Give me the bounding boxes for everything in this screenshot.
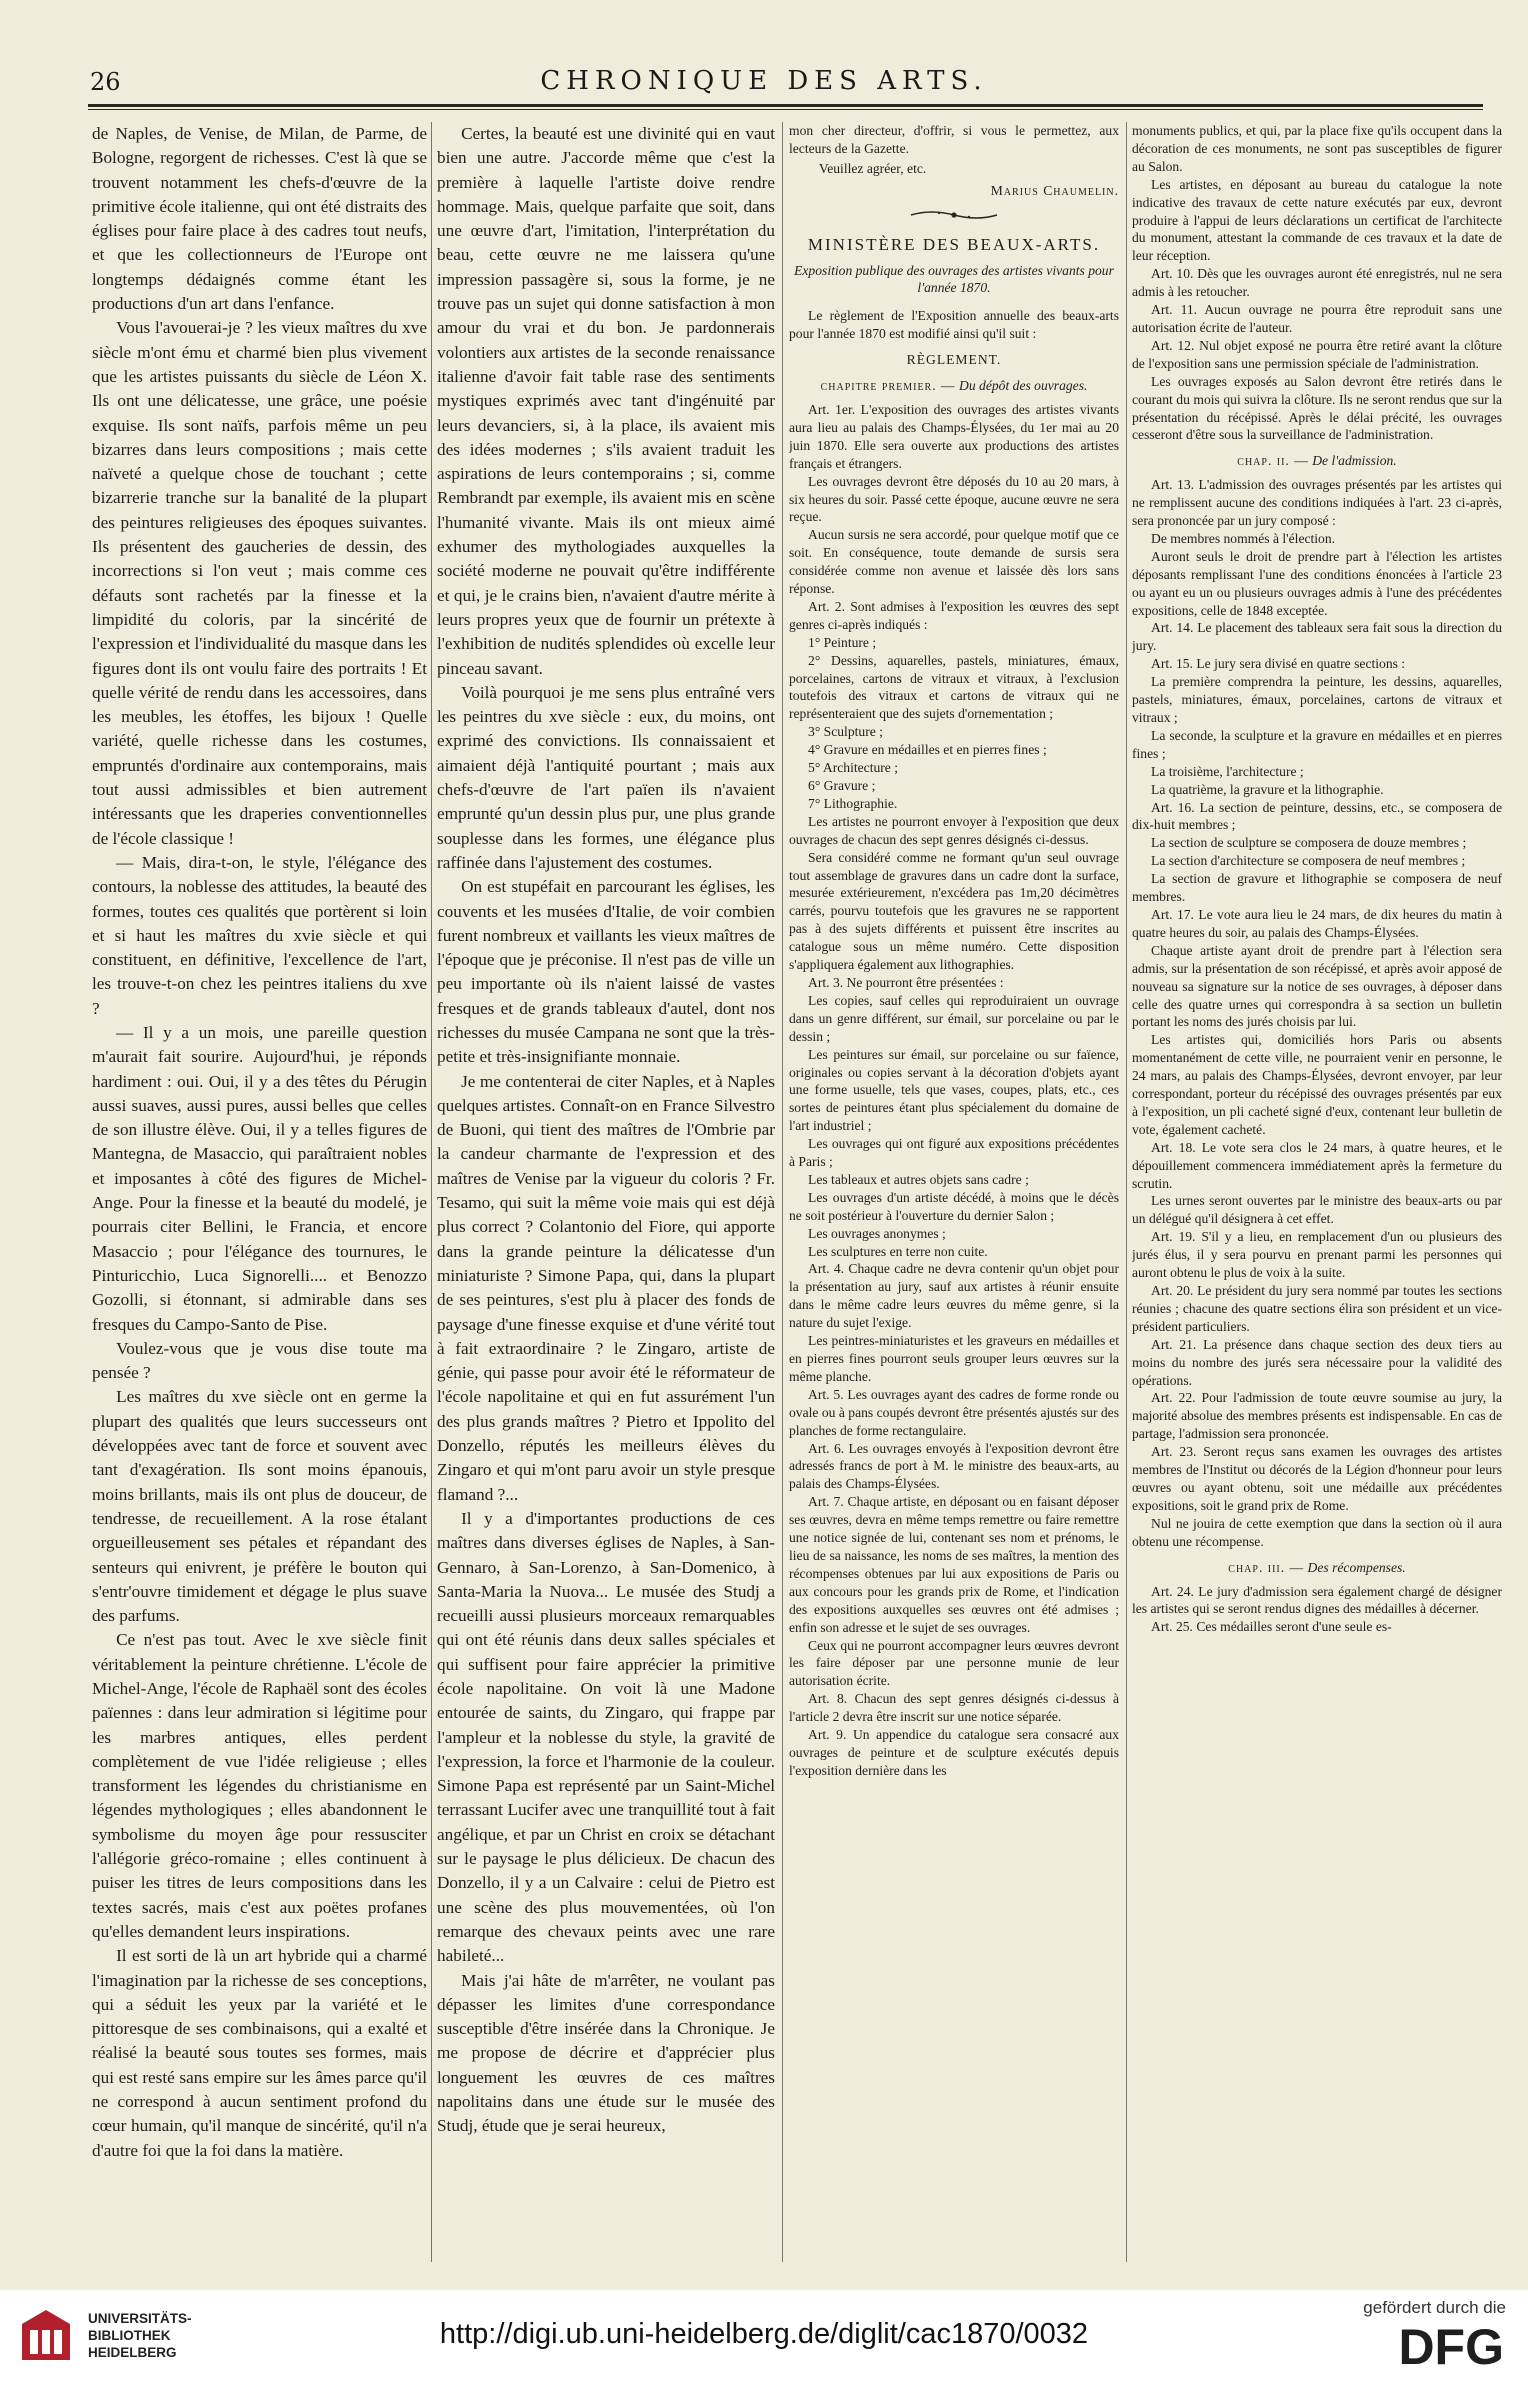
article-paragraph: Art. 11. Aucun ouvrage ne pourra être reproduit sans une autorisation écrite de l'auteur. [1132,302,1502,335]
letter-signoff: Veuillez agréer, etc. [818,160,927,176]
article-paragraph: Art. 12. Nul objet exposé ne pourra être retiré avant la clôture de l'exposition sans une permission spéciale de l'administration. [1132,337,1502,371]
article-paragraph: 7° Lithographie. [808,795,898,811]
article-paragraph: Art. 2. Sont admises à l'exposition les œuvres des sept genres ci-après indiqués : [789,598,1119,632]
paragraph: Les maîtres du xve siècle ont en germe la plupart des qualités que leurs successeurs ont développées avec tant de force et souvent avec tant d'exagération. Ils sont moins épanouis, moins brillants, mais ils ont plus de douceur, de tendresse, de recueillement. A la rose étalant orgueilleusement ses pétales et répandant des senteurs qui enivrent, je préfère le bouton qui s'entr'ouvre timidement et dégage le plus suave des parfums. [92,1387,427,1626]
article-paragraph: Les ouvrages qui ont figuré aux expositions précédentes à Paris ; [789,1136,1119,1170]
article-paragraph: Art. 14. Le placement des tableaux sera fait sous la direction du jury. [1132,620,1502,654]
article-paragraph: De membres nommés à l'élection. [1151,530,1336,546]
chapter-heading [1132,1559,1502,1577]
article-paragraph: Art. 16. La section de peinture, dessins, etc., se composera de dix-huit membres ; [1132,799,1502,833]
digitization-footer [0,2290,1528,2382]
paragraph: mon cher directeur, d'offrir, si vous le permettez, aux lecteurs de la Gazette. [789,123,1119,156]
chapter-heading [1132,452,1502,470]
article-paragraph: La section d'architecture se composera de neuf membres ; [1151,853,1466,869]
article-paragraph: 3° Sculpture ; [808,724,883,740]
article-paragraph: Art. 5. Les ouvrages ayant des cadres de forme ronde ou ovale ou à pans coupés devront être présentés ajustés sur des planches de forme rectangulaire. [789,1386,1119,1438]
article-paragraph: Art. 20. Le président du jury sera nommé par toutes les sections réunies ; chacune des quatre sections élira son président et un vice-président particuliers. [1132,1283,1502,1334]
article-paragraph: Aucun sursis ne sera accordé, pour quelque motif que ce soit. En conséquence, toute demande de sursis sera considérée comme non avenue et laissée dès lors sans réponse. [789,527,1119,597]
chapter-title: Des récompenses. [1307,1559,1406,1575]
paragraph: Voulez-vous que je vous dise toute ma pensée ? [92,1338,427,1383]
paragraph: Voilà pourquoi je me sens plus entraîné vers les peintres du xve siècle : eux, du moins, ont exprimé des convictions. Ils connaissaient et aimaient déjà l'antiquité pourtant ; mais aux chefs-d'œuvre de l'art païen ils n'avaient emprunté qu'un dessin plus pur, une plus grande souplesse dans les formes, une élégance plus raffinée dans l'ajustement des costumes. [437,682,775,872]
section-subtitle: Exposition publique des ouvrages des artistes vivants pour l'année 1870. [794,262,1114,296]
article-paragraph: Les ouvrages exposés au Salon devront être retirés dans le courant du mois qui suivra la clôture. Ils ne seront rendus que sur la présentation du récépissé. Après le délai précité, les ouvrages cesseront d'être sous la surveillance de l'administration. [1132,373,1502,443]
article-paragraph: Art. 10. Dès que les ouvrages auront été enregistrés, nul ne sera admis à les retoucher. [1132,266,1502,300]
article-paragraph: Les peintres-miniaturistes et les graveurs en médailles et en pierres fines pourront seuls grouper leurs œuvres sur la même planche. [789,1333,1119,1384]
article-paragraph: Art. 18. Le vote sera clos le 24 mars, à quatre heures, et le dépouillement commencera immédiatement après la fermeture du scrutin. [1132,1139,1502,1191]
article-paragraph: Les artistes ne pourront envoyer à l'exposition que deux ouvrages de chacun des sept genres désignés ci-dessus. [789,813,1119,847]
ornament-divider-icon [909,208,999,222]
paragraph: Certes, la beauté est une divinité qui en vaut bien une autre. J'accorde même que c'est la première à laquelle l'artiste doive rendre hommage. Mais, quelque parfaite que soit, dans une œuvre d'art, l'imitation, l'interprétation du beau, cette œuvre ne me laissera qu'une impression passagère si, sous la forme, je ne trouve pas un sujet qui donne satisfaction à mon amour du vrai et du bon. Je pardonnerais volontiers aux artistes de la seconde renaissance italienne d'avoir fait table rase des sentiments mystiques exprimés avec tant d'ingénuité par leurs devanciers, si, à la place, ils avaient mis des idées modernes ; s'ils avaient traduit les aspirations de leurs contemporains ; si, comme Rembrandt par exemple, ils avaient mis en scène l'humanité vivante. Mais ils ont mieux aimé exhumer des mythologiades auxquelles la société moderne ne pouvait qu'être indifférente et qui, je le crains bien, n'avaient d'autre mérite à leurs propres yeux que de fournir un prétexte à l'exhibition de nudités splendides où excelle leur pinceau savant. [437,124,775,678]
article-paragraph: Nul ne jouira de cette exemption que dans la section où il aura obtenu une récompense. [1132,1515,1502,1549]
paragraph: Mais j'ai hâte de m'arrêter, ne voulant pas dépasser les limites d'une correspondance susceptible d'être insérée dans la Chronique. Je me propose de décrire et d'apprécier plus longuement les œuvres de ces maîtres napolitains dans une étude sur le musée des Studj, étude que je serai heureux, [437,1970,775,2136]
article-paragraph: Art. 8. Chacun des sept genres désignés ci-dessus à l'article 2 devra être inscrit sur une notice séparée. [789,1691,1119,1725]
article-list [789,401,1119,1780]
article-paragraph: Les artistes, en déposant au bureau du catalogue la note indicative des travaux de cette nature exécutés par eux, devront produire à l'appui de leurs déclarations un certificat de l'architecte du monument, attestant la commande de ces travaux et la date de leur réception. [1132,176,1502,264]
article-list [1132,1583,1502,1637]
article-paragraph: Sera considéré comme ne formant qu'un seul ouvrage tout assemblage de gravures dans un cadre dont la surface, mesurée extérieurement, n'excédera pas 1m,20 décimètres carrés, pourvu toutefois que les gravures ne se rapportent pas à des sujets différents et puissent être inscrites au catalogue sous un même numéro. Cette disposition s'appliquera également aux lithographies. [789,849,1119,973]
article-paragraph: Art. 1er. L'exposition des ouvrages des artistes vivants aura lieu au palais des Champs-Élysées, du 1er mai au 20 juin 1870. Elle sera ouverte aux productions des artistes français et étrangers. [789,401,1119,471]
chapter-title: Du dépôt des ouvrages. [959,378,1088,394]
article-paragraph: La section de sculpture se composera de douze membres ; [1151,835,1467,851]
article-paragraph: Art. 21. La présence dans chaque section des deux tiers au moins du nombre des jurés sera nécessaire pour la validité des opérations. [1132,1336,1502,1388]
column-1 [92,122,427,2262]
column-separator [431,122,432,2262]
article-paragraph: 4° Gravure en médailles et en pierres fines ; [808,742,1047,758]
funding-notice [1356,2298,1506,2370]
article-paragraph: La troisième, l'architecture ; [1151,763,1304,779]
article-paragraph: Art. 19. S'il y a lieu, en remplacement d'un ou plusieurs des jurés élus, il y sera pourvu en prenant parmi les personnes qui auront obtenu le plus de voix à la suite. [1132,1229,1502,1281]
article-paragraph: Art. 15. Le jury sera divisé en quatre sections : [1151,656,1406,672]
article-paragraph: Les peintures sur émail, sur porcelaine ou sur faïence, originales ou copies servant à la décoration d'objets ayant une forme usuelle, tels que vases, coupes, plats, etc., ces sortes de peintures étant plus spécialement du domaine de l'art industriel ; [789,1046,1119,1134]
article-paragraph: Art. 17. Le vote aura lieu le 24 mars, de dix heures du matin à quatre heures du soir, au palais des Champs-Élysées. [1132,906,1502,940]
library-name-line: BIBLIOTHEK [88,2328,171,2343]
article-paragraph: Les artistes qui, domiciliés hors Paris ou absents momentanément de cette ville, ne pourraient venir en personne, le 24 mars, au palais des Champs-Élysées, devront envoyer, par leur correspondant, porteur du récépissé des ouvrages présentés par eux à l'exposition, un pli cacheté signé d'eux, contenant leur bulletin de vote, également cacheté. [1132,1032,1502,1137]
chapter-heading [789,377,1119,395]
letter-signature: Marius Chaumelin. [990,182,1119,198]
chapter-label: chap. iii. — [1228,1559,1305,1575]
paragraph: Je me contenterai de citer Naples, et à Naples quelques artistes. Connaît-on en France Silvestro de Buoni, qui tient des maîtres de l'Ombrie par la candeur charmante de l'expression et des maîtres de Venise par la vigueur du coloris ? Fr. Tesamo, qui suit la même voie mais qui est déjà plus correct ? Colantonio del Fiore, qui apporte dans la grande peinture la délicatesse d'un miniaturiste ? Simone Papa, qui, dans la plupart de ses peintures, s'est plu à placer des fonds de paysage d'une finesse exquise et d'une vérité tout à fait extraordinaire ? le Zingaro, artiste de génie, qui passe pour avoir été le réformateur de l'école napolitaine et qui en fut assurément l'un des plus grands maîtres ? Pietro et Ippolito del Donzello, réputés les meilleurs élèves du Zingaro et qui m'ont paru avoir un style presque flamand ?... [437,1071,775,1504]
article-paragraph: 1° Peinture ; [808,634,877,650]
article-list [1132,122,1502,444]
header-rule-thin [88,109,1483,110]
article-paragraph: La quatrième, la gravure et la lithographie. [1151,781,1384,797]
article-paragraph: monuments publics, et qui, par la place fixe qu'ils occupent dans la décoration de ces monuments, ne sont pas susceptibles de figurer au Salon. [1132,123,1502,174]
article-paragraph: Art. 6. Les ouvrages envoyés à l'exposition devront être adressés francs de port à M. le ministre des beaux-arts, au palais des Champs-Élysées. [789,1440,1119,1492]
article-paragraph: 6° Gravure ; [808,778,876,793]
article-paragraph: Art. 24. Le jury d'admission sera également chargé de désigner les artistes qui se seront rendus dignes des médailles à décerner. [1132,1583,1502,1617]
library-name-line: HEIDELBERG [88,2345,177,2360]
chapter-label: chap. ii. — [1237,453,1309,469]
article-paragraph: Les ouvrages anonymes ; [808,1225,946,1241]
article-paragraph: Art. 7. Chaque artiste, en déposant ou en faisant déposer ses œuvres, devra en même temps remettre ou faire remettre une notice signée de lui, contenant ses nom et prénoms, le lieu de sa naissance, les noms de ses maîtres, la mention des récompenses obtenues par lui aux expositions de Paris ou aux concours pour les grands prix de Rome, et l'indication des expositions auxquelles ses œuvres ont été admises ; enfin son adresse et le sujet de ses ouvrages. [789,1494,1119,1635]
article-paragraph: 2° Dessins, aquarelles, pastels, miniatures, émaux, porcelaines, cartons de vitraux et vitraux, à l'exclusion toutefois des vitraux et cartons de vitraux qui ne représenteraient que des sujets d'ornementation ; [789,652,1119,722]
paragraph: On est stupéfait en parcourant les églises, les couvents et les musées d'Italie, de voir combien furent nombreux et vaillants les vieux maîtres de l'époque que je préconise. Il n'est pas de ville un peu importante où ils n'aient laissé de vastes fresques et de grands tableaux d'autel, dont nos richesses du musée Campana ne sont que la très-petite et très-insignifiante monnaie. [437,877,775,1067]
article-paragraph: Art. 23. Seront reçus sans examen les ouvrages des artistes membres de l'Institut ou décorés de la Légion d'honneur pour leurs œuvres ou ayant obtenu, soit une médaille aux précédentes expositions, soit le grand prix de Rome. [1132,1444,1502,1513]
chapter-label: chapitre premier. — [820,378,956,394]
column-2 [437,122,775,2262]
dfg-logo-text: DFG [1398,2322,1504,2370]
article-paragraph: Les copies, sauf celles qui reproduiraient un ouvrage dans un genre différent, sur émail, sur porcelaine ou par le dessin ; [789,992,1119,1044]
source-url-link[interactable]: http://digi.ub.uni-heidelberg.de/diglit/cac1870/0032 [439,2318,1089,2350]
article-paragraph: La première comprendra la peinture, les dessins, aquarelles, pastels, miniatures, émaux, porcelaines, cartons de vitraux et vitraux ; [1132,674,1502,725]
article-paragraph: Art. 4. Chaque cadre ne devra contenir qu'un objet pour la présentation au jury, sauf aux artistes à réunir ensuite dans le même cadre leurs œuvres du même genre, si la nature du sujet l'exige. [789,1261,1119,1331]
paragraph: Il y a d'importantes productions de ces maîtres dans diverses églises de Naples, à San-Gennaro, à San-Lorenzo, à San-Domenico, à Santa-Maria la Nuova... Le musée des Studj a recueilli aussi plusieurs morceaux remarquables qui ont été réunis dans deux salles spéciales et qui suffisent pour faire apprécier la primitive école napolitaine. On voit là une Madone entourée de saints, du Zingaro, qui frappe par l'ampleur et la noblesse du style, la gravité de l'expression, la force et l'harmonie de la couleur. Simone Papa est représenté par un Saint-Michel terrassant Lucifer avec une tranquillité tout à fait angélique, et par un Christ en croix se détachant sur le paysage le plus délicieux. De chacun des Donzello, il y a un Calvaire : celui de Pietro est une scène des plus mouvementées, où l'on remarque des chevaux peints avec une rare habileté... [437,1508,775,1966]
article-paragraph: La seconde, la sculpture et la gravure en médailles et en pierres fines ; [1132,727,1502,761]
library-name-line: UNIVERSITÄTS- [88,2311,192,2326]
column-separator [782,122,783,2262]
article-paragraph: La section de gravure et lithographie se composera de neuf membres. [1132,871,1502,905]
article-paragraph: Art. 25. Ces médailles seront d'une seule es- [1151,1619,1392,1635]
running-title: CHRONIQUE DES ARTS. [540,66,988,96]
article-paragraph: Les tableaux et autres objets sans cadre ; [808,1171,1029,1187]
article-list [1132,476,1502,1550]
article-paragraph: Les urnes seront ouvertes par le ministre des beaux-arts ou par un délégué qu'il désignera à cet effet. [1132,1193,1502,1227]
column-3 [789,122,1119,2262]
article-paragraph: 5° Architecture ; [808,760,899,776]
dfg-logo-icon [1356,2322,1506,2370]
paragraph: — Mais, dira-t-on, le style, l'élégance des contours, la noblesse des attitudes, la beauté des formes, toutes ces qualités que portèrent si loin et si haut les maîtres du xvie siècle et qui constituent, en définitive, l'excellence de l'art, les trouve-t-on chez les peintres italiens du xve ? [92,852,427,1018]
column-4 [1132,122,1502,2262]
article-paragraph: Chaque artiste ayant droit de prendre part à l'élection sera admis, sur la présentation de son récépissé, et après avoir apposé de nouveau sa signature sur la notice de ses ouvrages, à déposer dans celle des quatre urnes qui correspondra à sa section un bulletin portant les noms des jurés choisis par lui. [1132,942,1502,1030]
funding-label: gefördert durch die [1363,2298,1506,2317]
article-paragraph: Les ouvrages d'un artiste décédé, à moins que le décès ne soit postérieur à l'ouverture du dernier Salon ; [789,1189,1119,1223]
paragraph: Vous l'avouerai-je ? les vieux maîtres du xve siècle m'ont ému et charmé bien plus vivement que les artistes puissants du siècle de Léon X. Ils ont une délicatesse, une grâce, une poésie exquise. Ils sont naïfs, parfois même un peu bizarres dans leurs compositions ; mais cette naïveté a quelque chose de touchant ; cette bizarrerie tranche sur la banalité de la plupart des peintures religieuses des époques suivantes. Ils présentent des gaucheries de dessin, des incorrections si l'on veut ; mais comme ces défauts sont rachetés par la finesse et la limpidité du coloris, par la sincérité de l'expression et l'individualité du masque dans les figures dont ils ont voulu faire des portraits ! Et quelle vérité de rendu dans les accessoires, dans les meubles, les étoffes, les bijoux ! Quelle variété, quelle richesse dans les costumes, empruntés d'ordinaire aux contemporains, mais tout aussi admissibles et bien autrement intéressants que les draperies conventionnelles de l'école classique ! [92,318,427,848]
article-paragraph: Art. 22. Pour l'admission de toute œuvre soumise au jury, la majorité absolue des membres présents est indispensable. En cas de partage, l'admission sera prononcée. [1132,1390,1502,1442]
article-paragraph: Ceux qui ne pourront accompagner leurs œuvres devront les faire déposer par une personne munie de leur autorisation écrite. [789,1637,1119,1689]
article-paragraph: Art. 9. Un appendice du catalogue sera consacré aux ouvrages de peinture et de sculpture exécutés depuis l'exposition dernière dans les [789,1727,1119,1778]
article-paragraph: Art. 3. Ne pourront être présentées : [808,974,1004,990]
article-paragraph: Les sculptures en terre non cuite. [808,1243,988,1259]
paragraph: de Naples, de Venise, de Milan, de Parme, de Bologne, regorgent de richesses. C'est là que se trouvent notamment les chefs-d'œuvre de la primitive école italienne, qui ont été distraits des églises pour faire place à des cadres tout neufs, et que les collectionneurs de l'Europe ont longtemps dédaignés comme étant les productions d'un art dans l'enfance. [92,124,427,314]
section-title: MINISTÈRE DES BEAUX-ARTS. [807,234,1101,254]
article-paragraph: Auront seuls le droit de prendre part à l'élection les artistes déposants remplissant l'une des conditions énoncées à l'article 23 ou ayant eu un ou plusieurs ouvrages admis à l'une des précédentes expositions, celle de 1848 exceptée. [1132,548,1502,618]
article-paragraph: Art. 13. L'admission des ouvrages présentés par les artistes qui ne remplissent aucune des conditions indiquées à l'art. 23 ci-après, sera prononcée par un jury composé : [1132,477,1502,529]
chapter-title: De l'admission. [1312,453,1397,469]
column-separator [1126,122,1127,2262]
page-number: 26 [90,68,121,96]
paragraph: — Il y a un mois, une pareille question m'aurait fait sourire. Aujourd'hui, je réponds hardiment : oui. Oui, il y a des têtes du Pérugin aussi suaves, aussi pures, aussi belles que celles de son illustre élève. Oui, il y a telles figures de Mantegna, de Masaccio, qui paraîtraient nobles et imposantes à côté des figures de Michel-Ange. Pour la finesse et la beauté du modelé, je pourrais citer Bellini, le Francia, et encore Masaccio ; pour l'élégance des tournures, le Pinturicchio, Luca Signorelli.... et Benozzo Gozolli, si étonnant, si admirable dans ses fresques du Campo-Santo de Pise. [92,1022,427,1334]
paragraph: Ce n'est pas tout. Avec le xve siècle finit véritablement la peinture chrétienne. L'école de Michel-Ange, l'école de Raphaël sont des écoles païennes : dans leur admiration si légitime pour les marbres antiques, elles perdent complètement de vue l'idée religieuse ; elles transforment les légendes du christianisme en légendes mythologiques ; elles abandonnent le symbolisme du moyen âge pour ressusciter l'allégorie gréco-romaine ; elles continuent à puiser les titres de leurs compositions dans les textes sacrés, mais c'est aux poëtes profanes qu'elles demandent leurs inspirations. [92,1630,427,1941]
article-paragraph: Les ouvrages devront être déposés du 10 au 20 mars, à six heures du soir. Passé cette époque, aucune œuvre ne sera reçue. [789,473,1119,525]
header-rule-thick [88,104,1483,107]
preamble: Le règlement de l'Exposition annuelle des beaux-arts pour l'année 1870 est modifié ainsi qu'il suit : [789,308,1119,342]
reglement-title: RÈGLEMENT. [906,352,1002,368]
paragraph: Il est sorti de là un art hybride qui a charmé l'imagination par la richesse de ses conceptions, qui a séduit les yeux par la variété et le pittoresque de ses combinaisons, qui a exalté et réalisé la beauté sous toutes ses formes, mais qui est resté sans empire sur les âmes parce qu'il ne correspond à aucun sentiment profond du cœur humain, qu'il manque de sincérité, qu'il n'a d'autre foi que la foi dans la matière. [92,1946,427,2160]
